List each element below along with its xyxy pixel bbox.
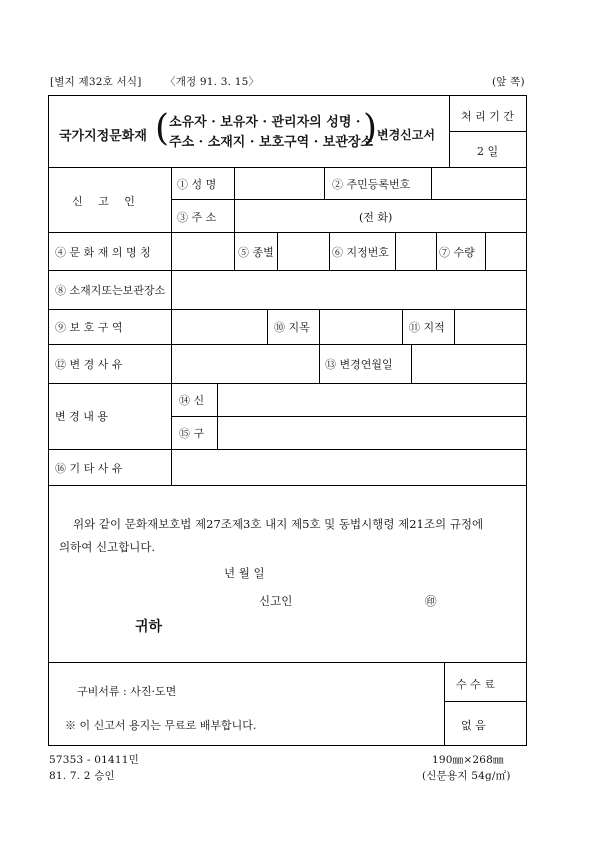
- fee-label: 수 수 료: [456, 678, 495, 691]
- form-number: [별지 제32호 서식]: [50, 76, 142, 88]
- name-label: ① 성 명: [177, 178, 217, 191]
- page-side: (앞 쪽): [492, 76, 525, 88]
- change-content-label: 변 경 내 용: [55, 410, 108, 423]
- area-label: ⑪ 지적: [409, 321, 445, 334]
- form-frame: [48, 95, 527, 746]
- protection-zone-label: ⑨ 보 호 구 역: [55, 321, 123, 334]
- declaration-reporter: 신고인: [259, 594, 293, 608]
- title-main: 국가지정문화재: [59, 129, 147, 144]
- resident-number-label: ② 주민등록번호: [332, 178, 411, 191]
- type-label: ⑤ 종별: [238, 246, 274, 259]
- title-paren-open: (: [155, 108, 170, 149]
- required-documents: 구비서류 : 사진·도면: [77, 685, 177, 698]
- declaration-line-2: 의하여 신고합니다.: [59, 540, 156, 554]
- declaration-line-1: 위와 같이 문화재보호법 제27조제3호 내지 제5호 및 동법시행령 제21조의 규정에: [73, 517, 484, 531]
- quantity-label: ⑦ 수량: [439, 246, 475, 259]
- revision-date: 〈개정 91. 3. 15〉: [165, 76, 260, 88]
- processing-period-value: 2 일: [477, 145, 499, 158]
- declaration-date: 년 월 일: [224, 566, 265, 580]
- seal-mark: ㊞: [425, 594, 437, 608]
- phone-label: (전 화): [359, 211, 393, 224]
- heritage-name-label: ④ 문 화 재 의 명 칭: [55, 246, 151, 259]
- fee-value: 없 음: [461, 719, 486, 732]
- title-paren-close: ): [363, 108, 378, 149]
- land-category-label: ⑩ 지목: [274, 321, 310, 334]
- reporter-label: 신 고 인: [72, 195, 141, 208]
- form-code: 57353 - 01411민: [49, 754, 139, 766]
- location-label: ⑧ 소재지또는보관장소: [55, 284, 166, 297]
- old-label: ⑮ 구: [179, 427, 205, 440]
- change-date-label: ⑬ 변경연월일: [325, 358, 393, 371]
- paper-type: (신문용지 54g/㎡): [422, 770, 511, 782]
- change-reason-label: ⑫ 변 경 사 유: [55, 358, 123, 371]
- addressee: 귀하: [135, 619, 163, 635]
- designation-number-label: ⑥ 지정번호: [332, 246, 390, 259]
- processing-period-label: 처 리 기 간: [461, 110, 514, 123]
- free-distribution-note: ※ 이 신고서 용지는 무료로 배부합니다.: [65, 719, 257, 732]
- new-label: ⑭ 신: [179, 394, 205, 407]
- approval-date: 81. 7. 2 승인: [49, 770, 115, 782]
- title-line-1: 소유자 · 보유자 · 관리자의 성명 ·: [169, 115, 361, 130]
- paper-size: 190㎜×268㎜: [432, 754, 504, 766]
- address-label: ③ 주 소: [177, 211, 217, 224]
- title-line-2: 주소 · 소재지 · 보호구역 · 보관장소: [169, 135, 373, 150]
- title-tail: 변경신고서: [377, 128, 435, 142]
- other-reason-label: ⑯ 기 타 사 유: [55, 462, 123, 475]
